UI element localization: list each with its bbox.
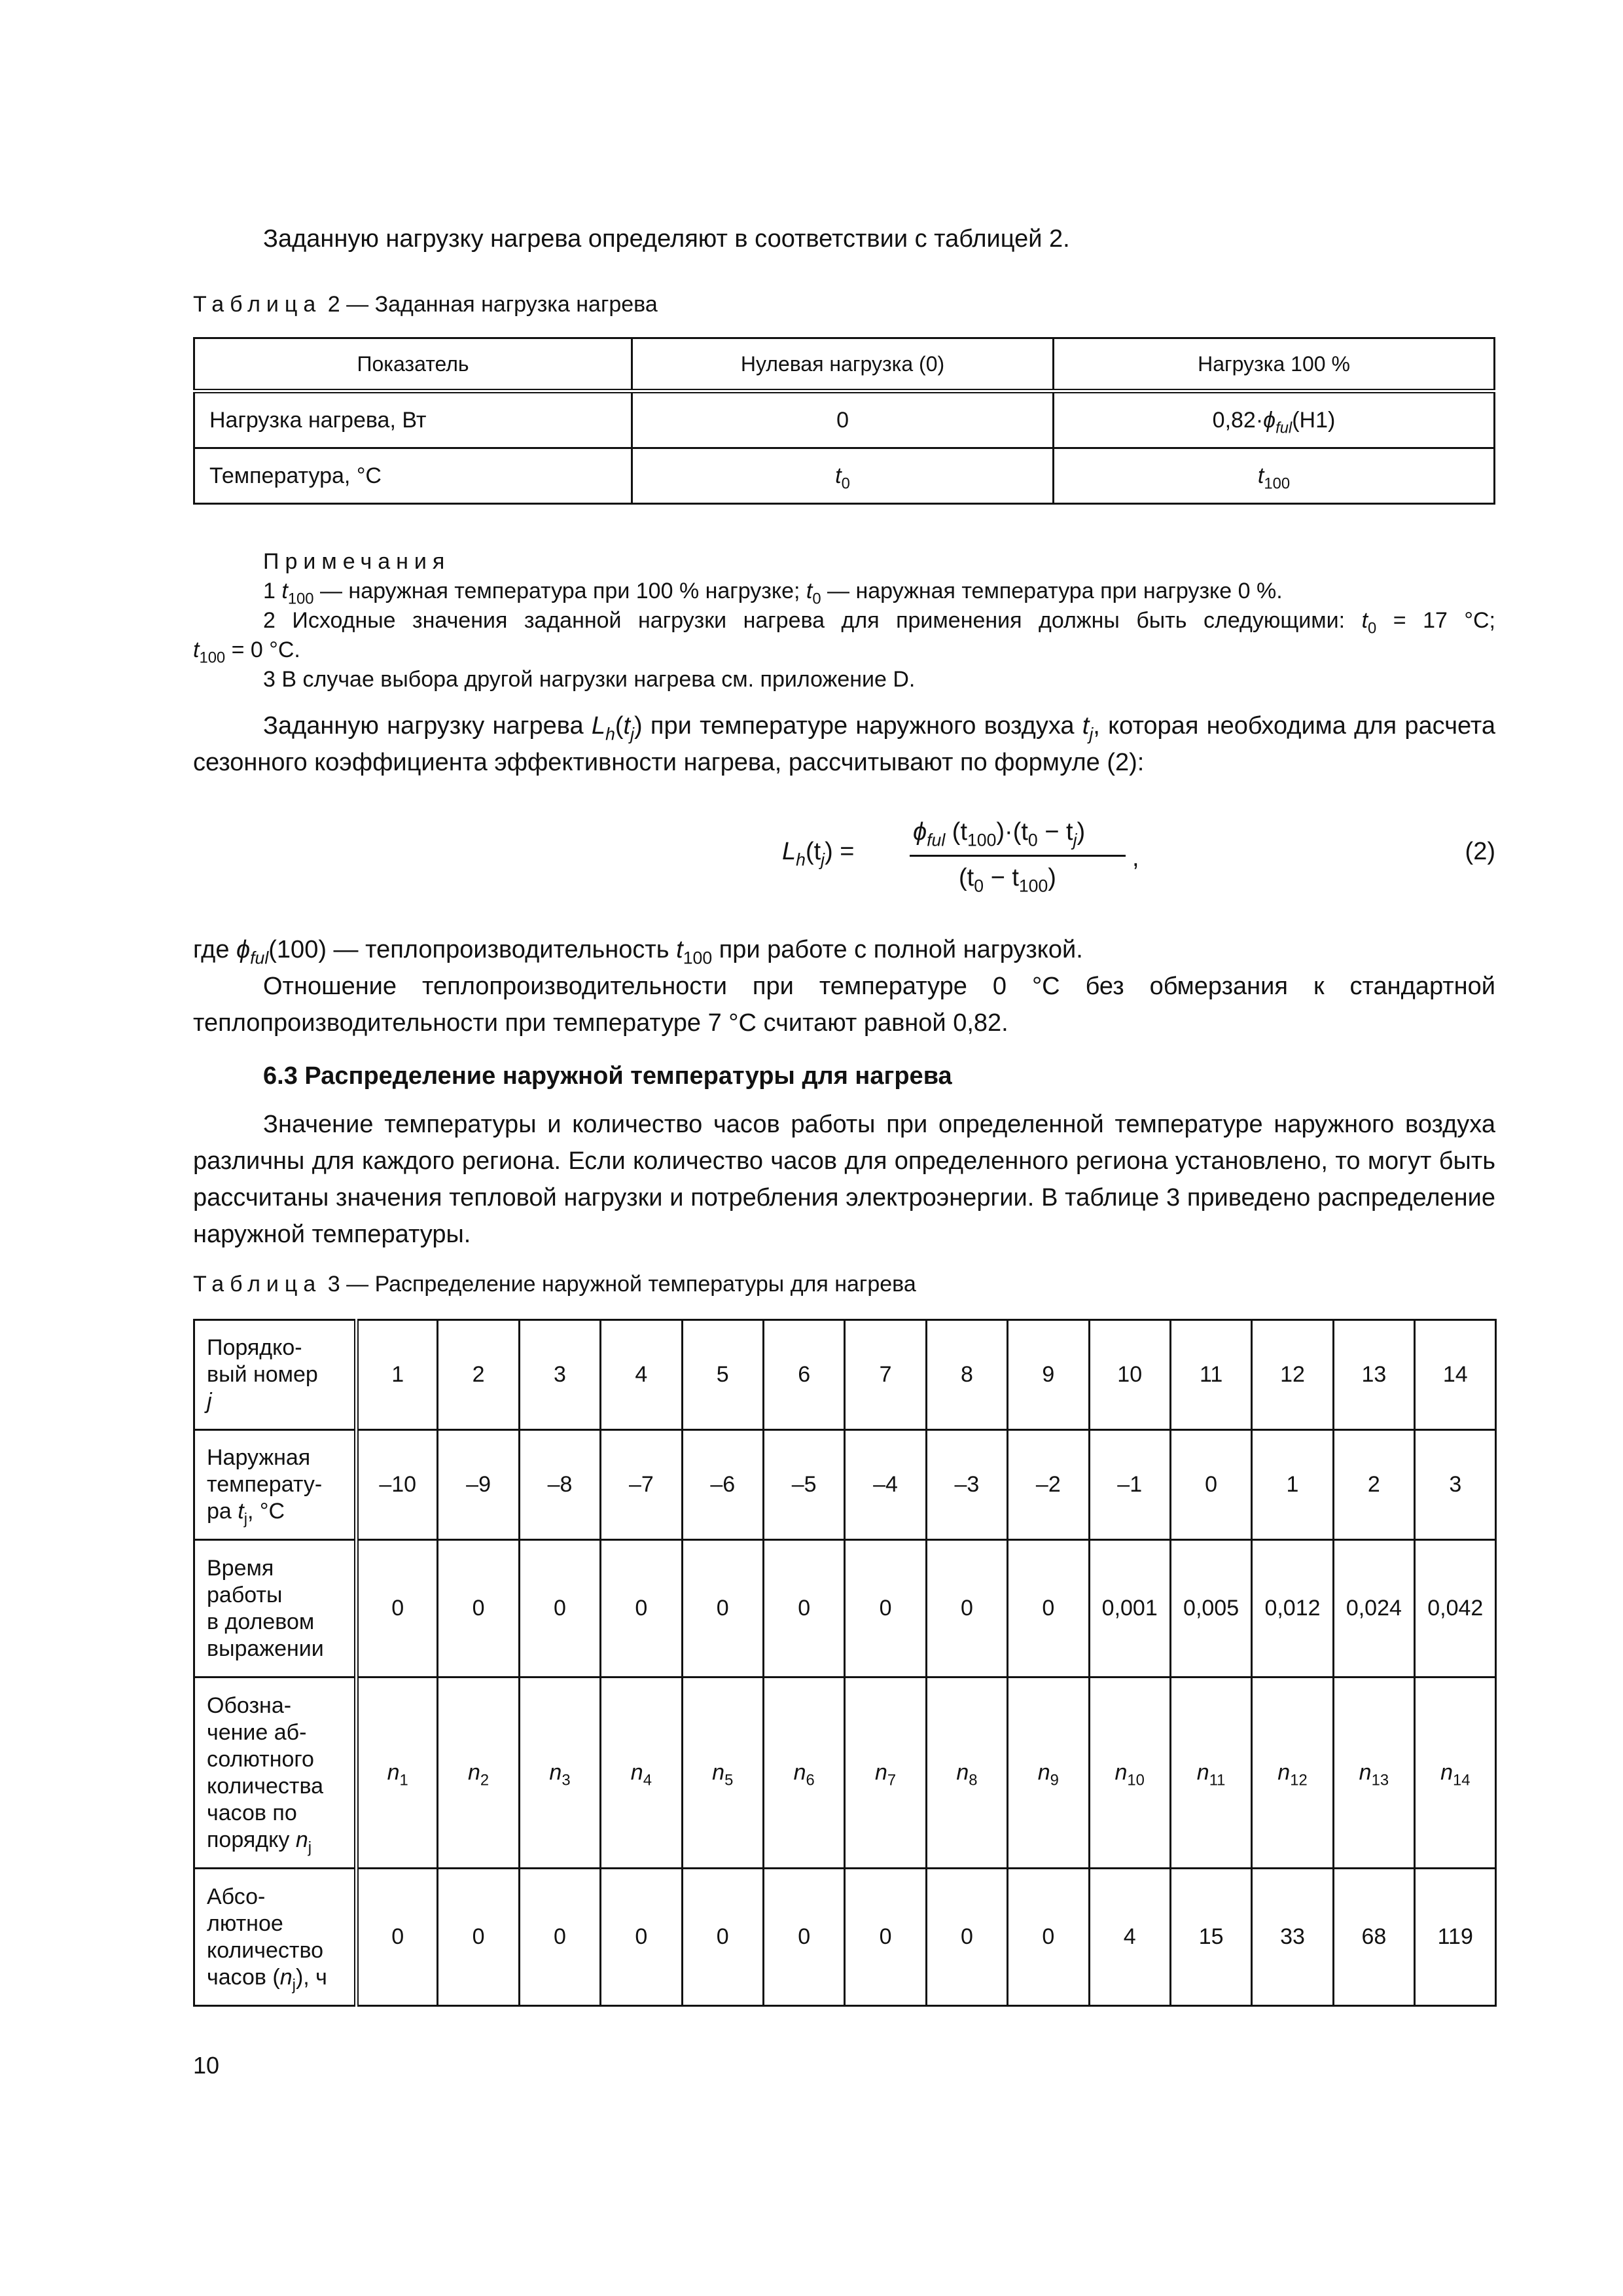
table3-cell: 5: [682, 1320, 763, 1430]
table3-cell: 0: [438, 1540, 519, 1677]
table2-caption-text: 2 — Заданная нагрузка нагрева: [327, 292, 658, 317]
intro-paragraph: Заданную нагрузку нагрева определяют в соответствии с таблицей 2.: [263, 225, 1070, 253]
table2-header-cell: Нагрузка 100 %: [1053, 338, 1494, 391]
formula-lhs: $L_h(t_j)$ =: [782, 838, 855, 870]
table3-cell: 0: [601, 1540, 682, 1677]
table3-cell: 2: [1333, 1430, 1414, 1540]
table3-row-temperature: [194, 1430, 1496, 1540]
table2-caption-label: Таблица: [193, 292, 322, 317]
table3-cell: 4: [601, 1320, 682, 1430]
note-1: 1 $t_{100}$ — наружная температура при 100 % нагрузке; $t_0$ — наружная температура при нагрузке 0 %.: [263, 579, 1283, 608]
table3-cell: 0: [763, 1540, 844, 1677]
formula-number: (2): [1465, 838, 1495, 865]
table3-row-index: [194, 1320, 1496, 1430]
table3-caption-label: Таблица: [193, 1272, 322, 1297]
table3-cell: 6: [763, 1320, 844, 1430]
notes-title: Примечания: [263, 549, 451, 574]
table3-row-header: Абсо- лютное количество часов $(n_j)$, ч: [194, 1869, 357, 2006]
table3-cell: 0,042: [1415, 1540, 1496, 1677]
table3-cell: –8: [519, 1430, 600, 1540]
table3-cell: –1: [1089, 1430, 1170, 1540]
table3-cell: 11: [1170, 1320, 1251, 1430]
table-2: [193, 337, 1495, 505]
table3-cell: 12: [1252, 1320, 1333, 1430]
table3-cell: 1: [357, 1320, 438, 1430]
table3-cell: 0,024: [1333, 1540, 1414, 1677]
table2-cell: Температура, °С: [194, 448, 632, 504]
table3-cell: $n_1$: [357, 1677, 438, 1869]
table3-cell: 0: [519, 1540, 600, 1677]
table3-row-header: Обозна- чение аб- солютного количества часов по порядку $n_j$: [194, 1677, 357, 1869]
table3-cell: 68: [1333, 1869, 1414, 2006]
table3-cell: 0: [763, 1869, 844, 2006]
table3-cell: 0: [845, 1869, 926, 2006]
table3-cell: $n_{13}$: [1333, 1677, 1414, 1869]
table3-cell: 0: [601, 1869, 682, 2006]
table3-row-symbol: [194, 1677, 1496, 1869]
table3-cell: –3: [926, 1430, 1007, 1540]
table3-cell: 9: [1008, 1320, 1089, 1430]
where-line: где $\phi_{ful}(100)$ — теплопроизводительность $t_{100}$ при работе с полной нагрузкой.: [193, 936, 1083, 968]
table3-cell: 33: [1252, 1869, 1333, 2006]
table3-cell: 0: [438, 1869, 519, 2006]
table3-cell: 3: [519, 1320, 600, 1430]
table3-cell: 0: [682, 1540, 763, 1677]
table3-cell: 0: [1170, 1430, 1251, 1540]
table3-cell: 0,012: [1252, 1540, 1333, 1677]
table3-cell: 0: [1008, 1869, 1089, 2006]
table3-row-header: Порядко- вый номер j: [194, 1320, 357, 1430]
table3-cell: $n_2$: [438, 1677, 519, 1869]
table2-cell: 0: [632, 391, 1054, 448]
table3-cell: $n_{11}$: [1170, 1677, 1251, 1869]
table3-cell: $n_8$: [926, 1677, 1007, 1869]
table3-cell: 4: [1089, 1869, 1170, 2006]
table3-cell: –6: [682, 1430, 763, 1540]
table3-cell: 0,005: [1170, 1540, 1251, 1677]
table3-cell: 1: [1252, 1430, 1333, 1540]
table2-cell: $t_0$: [632, 448, 1054, 504]
table3-row-fraction: [194, 1540, 1496, 1677]
table3-caption-text: 3 — Распределение наружной температуры для нагрева: [327, 1272, 916, 1297]
table3-cell: $n_5$: [682, 1677, 763, 1869]
table3-cell: 3: [1415, 1430, 1496, 1540]
table3-cell: –5: [763, 1430, 844, 1540]
table3-cell: –9: [438, 1430, 519, 1540]
section-paragraph: Значение температуры и количество часов работы при определенной температуре наружного воздуха различны для каждого региона. Если количество часов для определенного региона установлено, то могут быть рассчитаны значения тепловой нагрузки и потребления электроэнергии. В таблице 3 приведено распределение наружной температуры.: [193, 1111, 1495, 1248]
table2-row-heat-load: [194, 391, 1495, 448]
note-3: 3 В случае выбора другой нагрузки нагрева см. приложение D.: [263, 667, 916, 692]
table3-row-header: Наружная температу- ра $t_j$, °С: [194, 1430, 357, 1540]
note-2-continued: $t_{100} = 0$ °С.: [193, 637, 300, 667]
document-page: [193, 0, 1495, 2296]
table3-cell: 0: [926, 1540, 1007, 1677]
table3-cell: 0: [357, 1540, 438, 1677]
table3-cell: 0: [519, 1869, 600, 2006]
section-heading: 6.3 Распределение наружной температуры для нагрева: [263, 1062, 952, 1090]
table3-row-header: Время работы в долевом выражении: [194, 1540, 357, 1677]
table3-row-hours: [194, 1869, 1496, 2006]
table3-cell: 0: [357, 1869, 438, 2006]
table3-cell: 0: [682, 1869, 763, 2006]
table3-cell: 15: [1170, 1869, 1251, 2006]
table3-cell: 0: [845, 1540, 926, 1677]
table3-cell: 119: [1415, 1869, 1496, 2006]
formula-intro-paragraph: Заданную нагрузку нагрева $L_h(t_j)$ при температуре наружного воздуха $t_j$, которая необходима для расчета сезонного коэффициента эффективности нагрева, рассчитывают по формуле (2):: [193, 712, 1495, 776]
table2-cell: $0,82\cdot\phi_{ful}(Н1)$: [1053, 391, 1494, 448]
fraction-bar: [910, 855, 1126, 857]
table3-cell: 10: [1089, 1320, 1170, 1430]
table-3: [193, 1319, 1497, 2007]
ratio-paragraph: Отношение теплопроизводительности при температуре 0 °С без обмерзания к стандартной теплопроизводительности при температуре 7 °С считают равной 0,82.: [193, 973, 1495, 1037]
table3-cell: $n_6$: [763, 1677, 844, 1869]
table2-row-temperature: [194, 448, 1495, 504]
table2-caption: [193, 290, 1495, 319]
table3-cell: –7: [601, 1430, 682, 1540]
note-2: 2 Исходные значения заданной нагрузки нагрева для применения должны быть следующими: $t_0 = 17$ °С;: [263, 608, 1495, 637]
table2-header-cell: Показатель: [194, 338, 632, 391]
table3-cell: $n_{10}$: [1089, 1677, 1170, 1869]
notes-block: [193, 547, 1495, 694]
table3-cell: 0: [926, 1869, 1007, 2006]
table3-cell: $n_{14}$: [1415, 1677, 1496, 1869]
formula-denominator: $(t_0 - t_{100})$: [959, 864, 1056, 896]
table3-cell: –4: [845, 1430, 926, 1540]
table3-cell: 0,001: [1089, 1540, 1170, 1677]
table3-cell: $n_7$: [845, 1677, 926, 1869]
table2-cell: Нагрузка нагрева, Вт: [194, 391, 632, 448]
page-number: 10: [193, 2052, 220, 2079]
table3-cell: –10: [357, 1430, 438, 1540]
table2-cell: $t_{100}$: [1053, 448, 1494, 504]
table3-cell: 0: [1008, 1540, 1089, 1677]
table3-cell: 7: [845, 1320, 926, 1430]
table3-cell: 14: [1415, 1320, 1496, 1430]
table3-cell: 8: [926, 1320, 1007, 1430]
table3-cell: 2: [438, 1320, 519, 1430]
table2-header-cell: Нулевая нагрузка (0): [632, 338, 1054, 391]
table3-caption: [193, 1270, 1495, 1299]
formula-2: [193, 805, 1495, 903]
table3-cell: 13: [1333, 1320, 1414, 1430]
formula-numerator: $\phi_{ful}$ $(t_{100})\cdot(t_0 - t_j)$: [913, 818, 1086, 850]
table3-cell: $n_{12}$: [1252, 1677, 1333, 1869]
table3-cell: $n_3$: [519, 1677, 600, 1869]
table3-cell: –2: [1008, 1430, 1089, 1540]
table3-cell: $n_4$: [601, 1677, 682, 1869]
table2-header-row: [194, 338, 1495, 391]
table3-cell: $n_9$: [1008, 1677, 1089, 1869]
formula-comma: ,: [1132, 844, 1139, 872]
